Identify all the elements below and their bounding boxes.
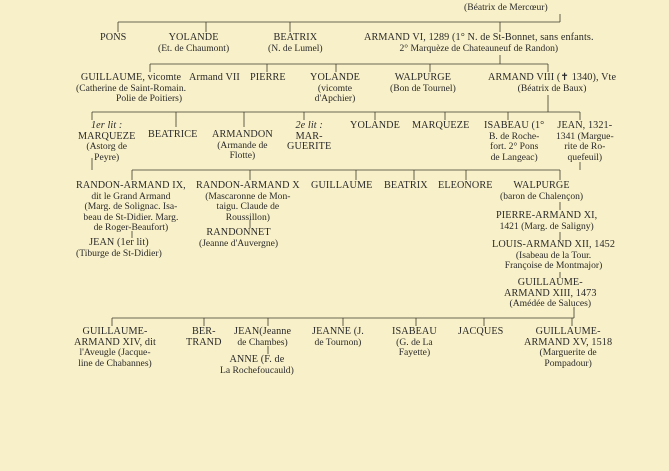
person-jean-gen5: JEAN(Jeanne de Chambes) [234, 326, 292, 348]
person-isabeau-gen3: ISABEAU (1° B. de Roche- fort. 2° Pons de Langeac) [484, 120, 545, 163]
person-jacques: JACQUES [458, 326, 504, 337]
person-guillaume-armand-xiii: GUILLAUME- ARMAND XIII, 1473 (Amédée de Saluces) [504, 277, 597, 310]
spouse-polie-de-poitiers: Polie de Poitiers) [116, 93, 183, 104]
person-beatrix-gen4: BEATRIX [384, 180, 428, 191]
person-randon-armand-ix: RANDON-ARMAND IX, dit le Grand Armand (Marg. de Solignac. Isa- beau de St-Didier. Marg. de Roger-Beaufort) [76, 180, 186, 234]
person-anne: ANNE (F. de La Rochefoucauld) [220, 354, 294, 376]
person-randon-armand-x: RANDON-ARMAND X (Mascaronne de Mon- taigu. Claude de Roussillon) [196, 180, 300, 223]
person-armand-viii: ARMAND VIII (✝ 1340), Vte (Béatrix de Baux) [488, 72, 617, 94]
top-right-spouse: (Béatrix de Mercœur) [464, 2, 548, 13]
person-bertrand: BER- TRAND [186, 326, 222, 348]
person-marqueze-gen3b: MARQUEZE [412, 120, 470, 131]
person-guillaume-vicomte: GUILLAUME, vicomte (Catherine de Saint-Romain. [76, 72, 187, 94]
person-pierre-gen2: PIERRE [250, 72, 286, 83]
person-pierre-armand-xi: PIERRE-ARMAND XI, 1421 (Marg. de Saligny) [496, 210, 598, 232]
person-jeanne-gen5: JEANNE (J. de Tournon) [312, 326, 364, 348]
person-marguerite-gen3: 2e lit : MAR- GUERITE [287, 120, 332, 153]
person-yolande-gen1: YOLANDE (Et. de Chaumont) [158, 32, 230, 54]
person-walpurge-gen2: WALPURGE (Bon de Tournel) [390, 72, 456, 94]
person-yolande-gen2: YOLANDE (vicomte d'Apchier) [310, 72, 360, 105]
person-marqueze-gen3: 1er lit : MARQUEZE (Astorg de Peyre) [78, 120, 136, 163]
person-beatrix-gen1: BEATRIX (N. de Lumel) [268, 32, 323, 54]
person-louis-armand-xii: LOUIS-ARMAND XII, 1452 (Isabeau de la Tour. Françoise de Montmajor) [492, 239, 616, 272]
person-guillaume-armand-xv: GUILLAUME- ARMAND XV, 1518 (Marguerite de Pompadour) [524, 326, 613, 369]
person-walpurge-gen4: WALPURGE (baron de Chalençon) [500, 180, 584, 202]
person-beatrice: BEATRICE [148, 129, 198, 140]
person-guillaume-armand-xiv: GUILLAUME- ARMAND XIV, dit l'Aveugle (Jacque- line de Chabannes) [74, 326, 156, 369]
person-yolande-gen3: YOLANDE [350, 120, 400, 131]
person-eleonore: ELEONORE [438, 180, 493, 191]
person-isabeau-gen5: ISABEAU (G. de La Fayette) [392, 326, 437, 359]
person-randonnet: RANDONNET (Jeanne d'Auvergne) [199, 227, 279, 249]
person-armand-vii: Armand VII [189, 72, 240, 83]
person-jean-1er-lit: JEAN (1er lit) (Tiburge de St-Didier) [76, 237, 162, 259]
person-guillaume-gen4: GUILLAUME [311, 180, 373, 191]
person-armandon: ARMANDON (Armande de Flotte) [212, 129, 273, 162]
person-jean-gen3: JEAN, 1321- 1341 (Margue- rite de Ro- quefeuil) [556, 120, 614, 163]
person-pons: PONS [100, 32, 127, 43]
person-armand-vi: ARMAND VI, 1289 (1° N. de St-Bonnet, sans enfants. 2° Marquèze de Chateauneuf de Randon) [364, 32, 594, 54]
